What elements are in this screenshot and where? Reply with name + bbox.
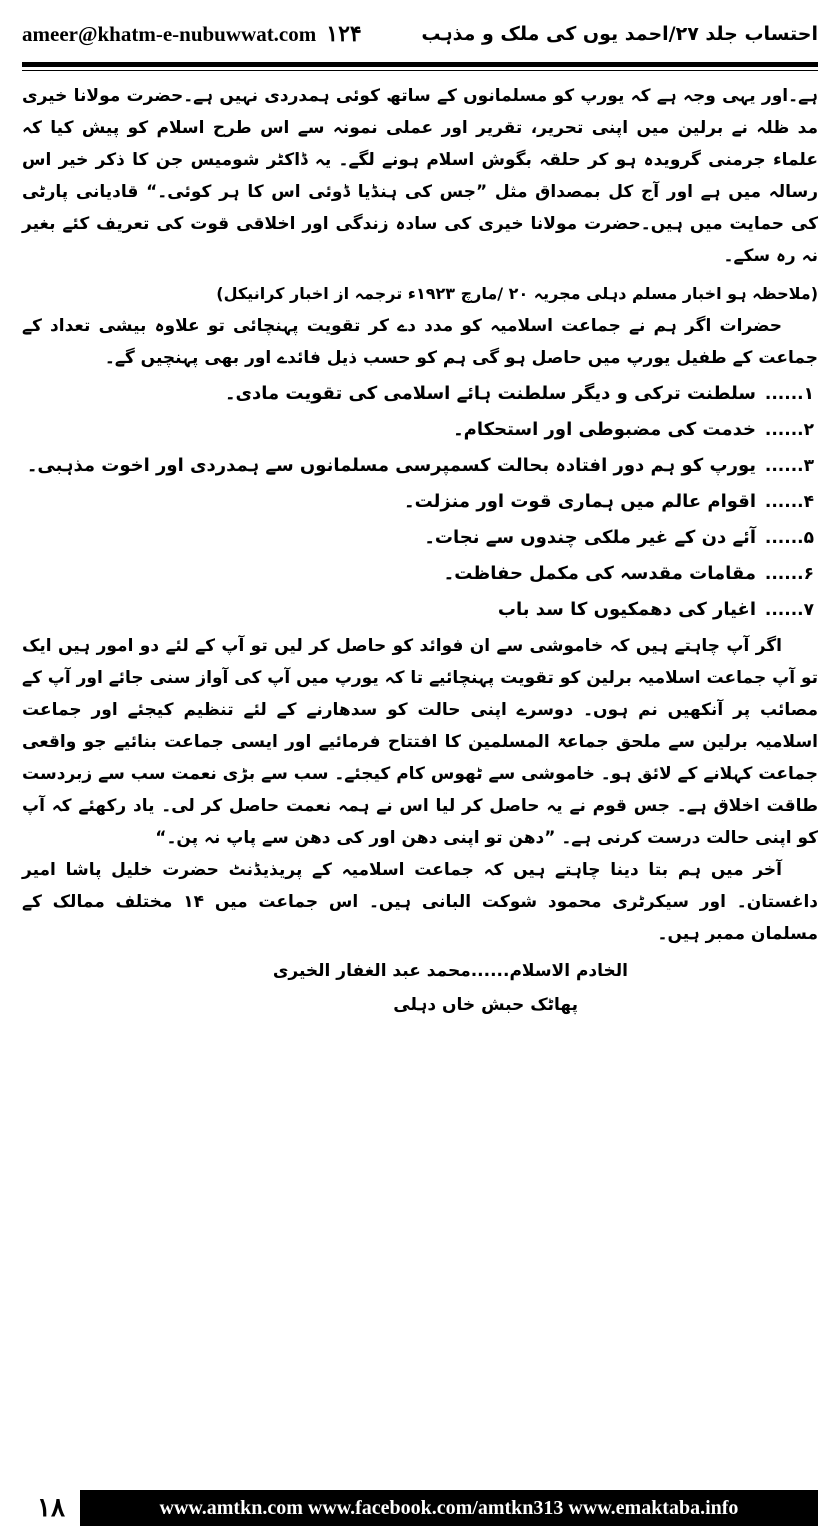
- paragraph-3: اگر آپ چاہتے ہیں کہ خاموشی سے ان فوائد کو حاصل کر لیں تو آپ کے لئے دو امور ہیں ایک تو آپ جماعت اسلامیہ برلین کو تقویت پہنچائیے تا کہ یورپ میں آپ کی آواز سنی جائے اور آپ کے مصائب پر آنکھیں نم ہوں۔ دوسرے اپنی حالت کو سدھارنے کے لئے تنظیم کیجئے اور جماعت اسلامیہ برلین سے ملحق جماعۃ المسلمین کا افتتاح فرمائیے اور ایسی جماعت بنائیے جو واقعی جماعت کہلانے کے لائق ہو۔ خاموشی سے ٹھوس کام کیجئے۔ سب سے بڑی نعمت سب سے زبردست طاقت اخلاق ہے۔ جس قوم نے یہ حاصل کر لیا اس نے ہمہ نعمت حاصل کر لی۔ یاد رکھئے کہ آپ کو اپنی حالت درست کرنی ہے۔ ”دھن تو اپنی دھن اور کی دھن سے پاپ نہ پن۔“: [22, 636, 818, 848]
- list-item: [22, 412, 818, 448]
- list-item-number: ۲......: [764, 420, 814, 440]
- list-item-text: خدمت کی مضبوطی اور استحکام۔: [453, 419, 756, 440]
- list-item-number: ۶......: [764, 564, 814, 584]
- header-email[interactable]: ameer@khatm-e-nubuwwat.com: [22, 21, 317, 46]
- page-footer: [22, 1486, 818, 1530]
- header-page-number: ۱۲۴: [326, 21, 362, 46]
- list-item: [22, 484, 818, 520]
- list-item-number: ۴......: [764, 492, 814, 512]
- reference-line: (ملاحظہ ہو اخبار مسلم دہلی مجریہ ۲۰ /مارچ ۱۹۲۳ء ترجمہ از اخبار کرانیکل): [216, 284, 818, 303]
- header-rule-thick: [22, 62, 818, 67]
- list-item-text: اقوام عالم میں ہماری قوت اور منزلت۔: [404, 491, 756, 512]
- list-item-text: آئے دن کے غیر ملکی چندوں سے نجات۔: [424, 527, 756, 548]
- page-header: [22, 14, 818, 54]
- list-item-text: اغیار کی دھمکیوں کا سد باب: [497, 599, 756, 620]
- signature-address: پھاٹک حبش خاں دہلی: [393, 995, 578, 1015]
- list-item: [22, 520, 818, 556]
- paragraph-1: ہے۔اور یہی وجہ ہے کہ یورپ کو مسلمانوں کے ساتھ کوئی ہمدردی نہیں ہے۔حضرت مولانا خیری مد ظلہ نے برلین میں اپنی تحریر، تقریر اور عملی نمونہ سے اس طرح اسلام کو پیش کیا کہ علماء جرمنی گرویدہ ہو کر حلقہ بگوش اسلام ہونے لگے۔ یہ ڈاکٹر شومیس جن کا ذکر خیر اس رسالہ میں ہے اور آج کل بمصداق مثل ”جس کی ہنڈیا ڈوئی اس کا ہر کوئی۔“ قادیانی پارٹی کی حمایت میں ہیں۔حضرت مولانا خیری کی سادہ زندگی اور اخلاقی قوت کی تعریف کئے بغیر نہ رہ سکے۔: [22, 86, 818, 266]
- list-item-text: سلطنت ترکی و دیگر سلطنت ہائے اسلامی کی تقویت مادی۔: [224, 383, 756, 404]
- signature-block: [22, 954, 818, 1022]
- header-left: [22, 21, 362, 47]
- header-rule-thin: [22, 70, 818, 71]
- list-item-number: ۵......: [764, 528, 814, 548]
- list-item: [22, 376, 818, 412]
- list-item-number: ۳......: [764, 456, 814, 476]
- list-item-number: ۱......: [764, 384, 814, 404]
- footer-page-number: ۱۸: [37, 1493, 65, 1522]
- paragraph-4: آخر میں ہم بتا دینا چاہتے ہیں کہ جماعت اسلامیہ کے پریذیڈنٹ حضرت خلیل پاشا امیر داغستان۔ اور سیکرٹری محمود شوکت البانی ہیں۔ اس جماعت میں ۱۴ مختلف ممالک کے مسلمان ممبر ہیں۔: [22, 860, 819, 944]
- footer-links[interactable]: www.amtkn.com www.facebook.com/amtkn313 www.emaktaba.info: [80, 1490, 818, 1526]
- list-item-text: یورپ کو ہم دور افتادہ بحالت کسمپرسی مسلمانوں سے ہمدردی اور اخوت مذہبی۔: [26, 455, 756, 476]
- benefits-list: [22, 376, 818, 628]
- list-item-text: مقامات مقدسہ کی مکمل حفاظت۔: [443, 563, 756, 584]
- paragraph-2: حضرات اگر ہم نے جماعت اسلامیہ کو مدد دے کر تقویت پہنچائی تو علاوہ بیشی تعداد کے جماعت کے طفیل یورپ میں حاصل ہو گی ہم کو حسب ذیل فائدے اور بھی پہنچیں گے۔: [22, 316, 818, 368]
- header-title: احتساب جلد ۲۷/احمد یوں کی ملک و مذہب: [421, 23, 818, 45]
- list-item: [22, 448, 818, 484]
- signature-name: الخادم الاسلام......محمد عبد الغفار الخیری: [272, 961, 628, 981]
- page-body: [22, 80, 818, 1022]
- list-item: [22, 556, 818, 592]
- list-item: [22, 592, 818, 628]
- list-item-number: ۷......: [764, 600, 814, 620]
